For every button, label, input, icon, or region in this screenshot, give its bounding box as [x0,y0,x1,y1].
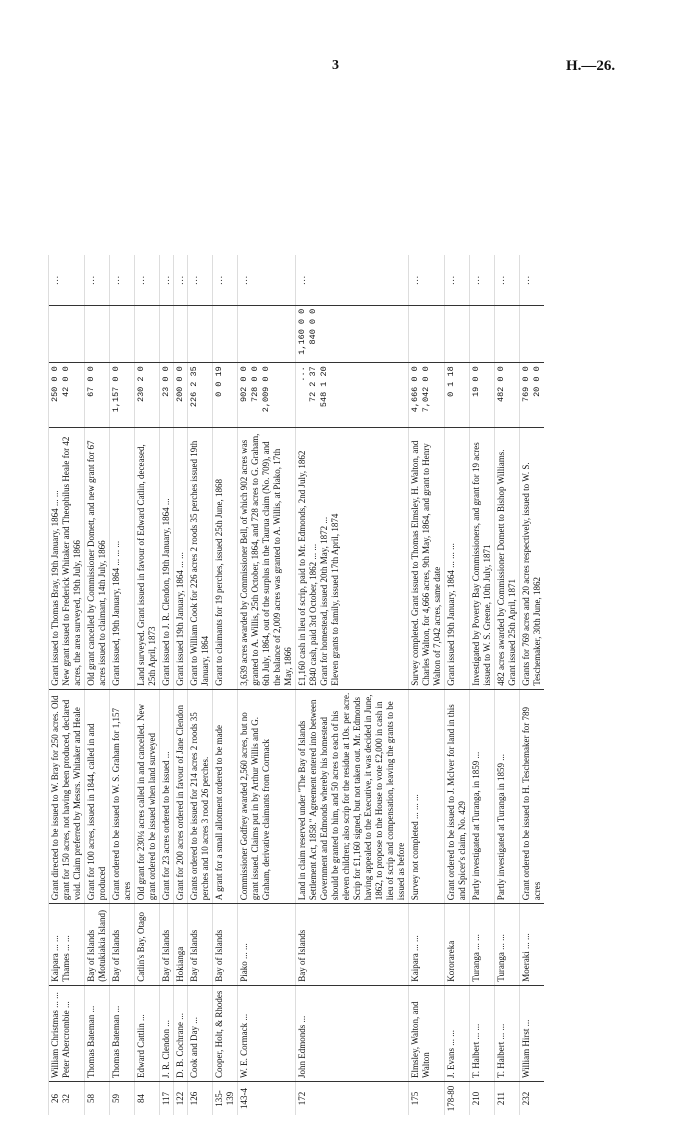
acreage: 226 2 35 [188,363,213,428]
leader-dots: ... [238,255,296,305]
table-row [520,255,545,1115]
acreage: 200 0 0 [174,363,188,428]
claim-remarks: Land in claim reserved under "The Bay of Islands Settlement Act, 1858." Agreement entered into between Government and Edmonds whereby his homestead should be granted to him, and 50 acres to each of his eleven children; also scrip for the residue at 10s. per acre. Scrip for £1,160 signed, but not taken out. Mr. Edmonds having appealed to the Executive, it was decided in June, 1862, to propose to the House to vote £2,000 in cash in lieu of scrip and compensation, leaving the grants to be issued as before [296,689,409,903]
claim-remarks: Survey not completed ... ... ... [409,689,445,903]
document-code: H.—26. [566,58,616,74]
claim-number: 175 [409,1082,445,1115]
acreage: 769 0 0 20 0 0 [520,363,545,428]
claimant-name: Thomas Bateman ... [85,985,110,1081]
table-row [213,255,238,1115]
claim-place: Hokianga [174,904,188,986]
cash-amount [445,305,470,363]
cash-amount [85,305,110,363]
table-row [409,255,445,1115]
claim-number: 210 [470,1082,495,1115]
cash-amount [470,305,495,363]
cash-amount [160,305,174,363]
leader-dots: ... [495,255,520,305]
table-row [470,255,495,1115]
claim-place: Bay of Islands [160,904,174,986]
claim-place: Bay of Islands [110,904,135,986]
leader-dots: ... [49,255,85,305]
claimant-name: Cook and Day ... [188,985,213,1081]
claimant-name: T. Halbert ... ... [470,985,495,1081]
claimant-name: Elmsley, Walton, and Walton [409,985,445,1081]
claim-place: Bay of Islands [188,904,213,986]
leader-dots: ... [213,255,238,305]
cash-amount [188,305,213,363]
claim-remarks: Grant for 200 acres ordered in favour of Jane Clendon [174,689,188,903]
leader-dots: ... [409,255,445,305]
leader-dots: ... [445,255,470,305]
claimant-name: T. Halbert ... ... [495,985,520,1081]
cash-amount [520,305,545,363]
cash-amount [213,305,238,363]
cash-amount [409,305,445,363]
claim-remarks: Grant ordered to be issued to W. S. Graham for 1,157 acres [110,689,135,903]
claim-place: Turanga ... ... [495,904,520,986]
claim-remarks: Grant for 23 acres ordered to be issued ... [160,689,174,903]
claim-number: 232 [520,1082,545,1115]
claims-table [48,255,544,1115]
table-row [85,255,110,1115]
claim-remarks: Grant directed to be issued to W. Bray for 250 acres. Old grant for 150 acres, not having been produced, declared void. Claim preferred by Messrs. Whitaker and Heale [49,689,85,903]
claim-action: Grant issued to Thomas Bray, 19th January, 1864 ... ... New grant issued to Frederick Whitaker and Theophilus Heale for 42 acres, the area surveyed, 19th July, 1866 [49,428,85,690]
claim-number: 172 [296,1082,409,1115]
claim-number: 211 [495,1082,520,1115]
claim-place: Piako ... ... [238,904,296,986]
claim-place: Bay of Islands [296,904,409,986]
leader-dots: ... [470,255,495,305]
leader-dots: ... [188,255,213,305]
table-row [445,255,470,1115]
claimant-name: W. E. Cormack ... [238,985,296,1081]
table-row [495,255,520,1115]
acreage: 230 2 0 [135,363,160,428]
table-row [188,255,213,1115]
acreage: 902 0 0 728 0 0 2,009 0 0 [238,363,296,428]
claim-remarks: Partly investigated at Turanga in 1859 ... [495,689,520,903]
claims-table-body [49,255,545,1115]
cash-amount [110,305,135,363]
claimant-name: John Edmonds ... [296,985,409,1081]
claim-action: Grant issued 19th January, 1864 ... ... [174,428,188,690]
cash-amount [49,305,85,363]
claim-action: Survey completed. Grant issued to Thomas Elmsley, H. Walton, and Charles Walton, for 4,666 acres, 9th May, 1864, and grant to Henry Walton of 7,042 acres, same date [409,428,445,690]
claimant-name: Cooper, Holt, & Rhodes [213,985,238,1081]
acreage: 4,666 0 0 7,042 0 0 [409,363,445,428]
claim-remarks: Grant for 100 acres, issued in 1844, called in and produced [85,689,110,903]
table-row [49,255,85,1115]
claim-remarks: Grant ordered to be issued to H. Teschemaker for 789 acres [520,689,545,903]
cash-amount [238,305,296,363]
claim-place: Bay of Islands [213,904,238,986]
claim-action: Investigated by Poverty Bay Commissioners, and grant for 19 acres issued to W. S. Greene, 10th July, 1871 [470,428,495,690]
table-row [110,255,135,1115]
claim-number: 84 [135,1082,160,1115]
claim-remarks: A grant for a small allotment ordered to be made [213,689,238,903]
claim-place: Bay of Islands (Motukiakia Island) [85,904,110,986]
table-row [135,255,160,1115]
claim-action: 482 acres awarded by Commissioner Domett to Bishop Williams. Grant issued 25th April, 1871 [495,428,520,690]
acreage: 0 0 19 [213,363,238,428]
leader-dots: ... [85,255,110,305]
leader-dots: ... [520,255,545,305]
claim-place: Moeraki ... ... [520,904,545,986]
claim-place: Kororareka [445,904,470,986]
claim-action: Grant issued to J. R. Clendon, 19th January, 1864 ... [160,428,174,690]
table-row [296,255,409,1115]
claim-number: 126 [188,1082,213,1115]
claimant-name: J. R. Clendon ... [160,985,174,1081]
claim-action: Land surveyed. Grant issued in favour of Edward Catlin, deceased, 25th April, 1873 [135,428,160,690]
acreage: 23 0 0 [160,363,174,428]
claim-place: Kaipara ... ... [409,904,445,986]
claim-number: 143-4 [238,1082,296,1115]
leader-dots: ... [160,255,174,305]
leader-dots: ... [174,255,188,305]
claim-remarks: Grant ordered to be issued to J. McIver for land in this and Spicer's claim, No. 429 [445,689,470,903]
claim-action: £1,160 cash in lieu of scrip, paid to Mr. Edmonds, 2nd July, 1862 £840 cash, paid 3rd October, 1862 ... ... Grant for homestead, issued 20th May, 1872 ... Eleven grants to family, issued 17th April, 1874 [296,428,409,690]
claim-action: Grant to claimants for 19 perches, issued 25th June, 1868 [213,428,238,690]
claim-action: 3,639 acres awarded by Commissioner Bell, of which 902 acres was granted to A. Willis, 25th October, 1864, and 728 acres to G. Graham, 6th July, 1864, out of the surplus in the Taurua claim (No. 709), and the balance of 2,009 acres was granted to A. Willis, at Piako, 17th May, 1866 [238,428,296,690]
cash-amount [495,305,520,363]
claim-place: Turanga ... ... [470,904,495,986]
cash-amount: 1,160 0 0 840 0 0 [296,305,409,363]
claim-number: 58 [85,1082,110,1115]
claim-action: Grant issued, 19th January, 1864 ... ... ... [110,428,135,690]
claim-action: Old grant cancelled by Commissioner Domett, and new grant for 67 acres issued to claimant, 14th July, 1866 [85,428,110,690]
claims-table-rotated [48,255,638,1115]
acreage: ... 72 2 37 548 1 20 [296,363,409,428]
acreage: 0 1 18 [445,363,470,428]
claimant-name: D. B. Cochrane ... [174,985,188,1081]
acreage: 19 0 0 [470,363,495,428]
claim-action: Grant issued 19th January, 1864 ... ... ... [445,428,470,690]
leader-dots: ... [135,255,160,305]
leader-dots: ... [110,255,135,305]
cash-amount [174,305,188,363]
claimant-name: William Hirst ... [520,985,545,1081]
claimant-name: J. Evans ... ... [445,985,470,1081]
leader-dots: ... [296,255,409,305]
claim-number: 59 [110,1082,135,1115]
cash-amount [135,305,160,363]
claim-remarks: Commissioner Godfrey awarded 2,560 acres, but no grant issued. Claims put in by Arthur Willis and G. Graham, derivative claimants from Cormack [238,689,296,903]
claimant-name: William Christmas ... ... Peter Abercrombie ... [49,985,85,1081]
acreage: 67 0 0 [85,363,110,428]
claim-place: Kaipara ... ... Thames ... ... [49,904,85,986]
claim-place: Catlin's Bay, Otago [135,904,160,986]
claimant-name: Thomas Bateman ... [110,985,135,1081]
claim-remarks: Old grant for 230¼ acres called in and cancelled. New grant ordered to be issued when land surveyed [135,689,160,903]
claim-action: Grants for 769 acres and 20 acres respectively, issued to W. S. Teschemaker, 30th June, 1862 [520,428,545,690]
claim-number: 117 [160,1082,174,1115]
table-row [238,255,296,1115]
acreage: 482 0 0 [495,363,520,428]
claim-number: 135-139 [213,1082,238,1115]
claim-number: 178-80 [445,1082,470,1115]
claim-remarks: Partly investigated at Turanga, in 1859 ... [470,689,495,903]
table-row [174,255,188,1115]
table-row [160,255,174,1115]
claim-action: Grant to William Cook for 226 acres 2 roods 35 perches issued 19th January, 1864 [188,428,213,690]
claim-number: 26 32 [49,1082,85,1115]
acreage: 250 0 0 42 0 0 [49,363,85,428]
claimant-name: Edward Cattlin ... [135,985,160,1081]
acreage: 1,157 0 0 [110,363,135,428]
claim-remarks: Grants ordered to be issued for 214 acres 2 roods 35 perches and 10 acres 3 rood 26 perches. [188,689,213,903]
claim-number: 122 [174,1082,188,1115]
page-number: 3 [332,58,339,73]
